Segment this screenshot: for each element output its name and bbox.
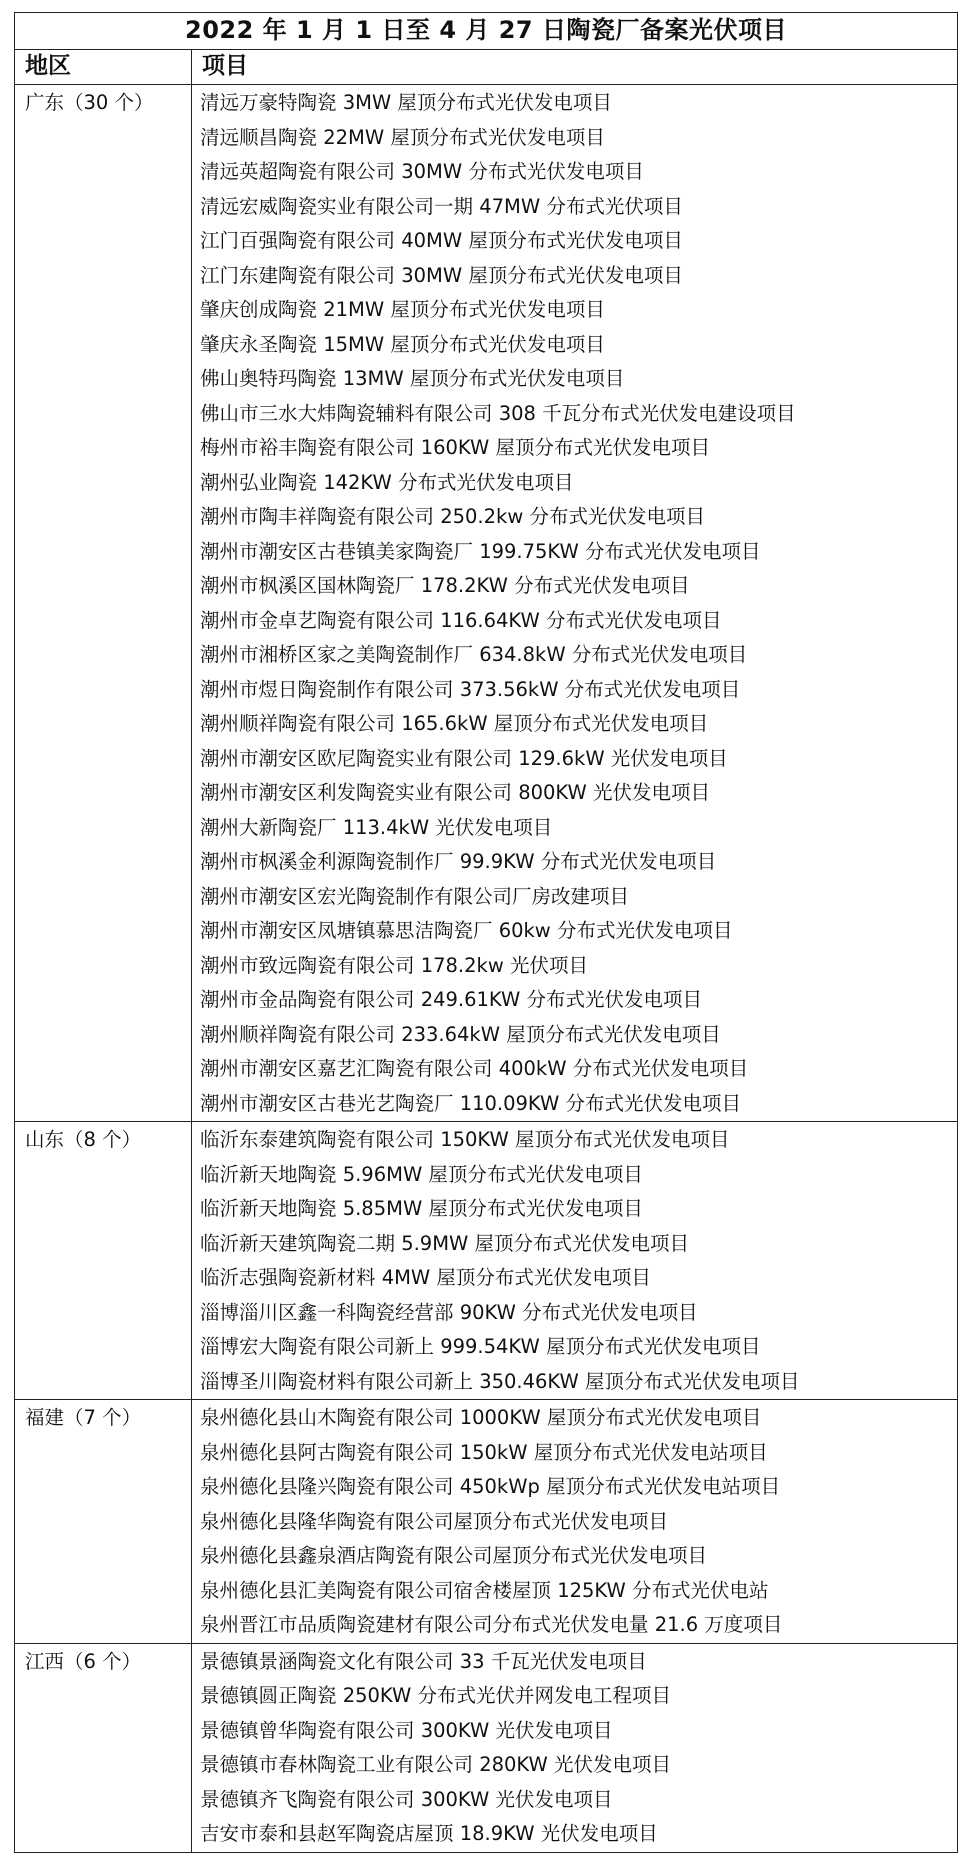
title-row	[15, 13, 958, 50]
region-cell	[15, 1400, 192, 1644]
project-item: 潮州顺祥陶瓷有限公司 233.64kW 屋顶分布式光伏发电项目	[200, 1022, 721, 1046]
project-item: 景德镇齐飞陶瓷有限公司 300KW 光伏发电项目	[200, 1787, 613, 1811]
project-item: 潮州市金卓艺陶瓷有限公司 116.64KW 分布式光伏发电项目	[200, 608, 722, 632]
project-item: 潮州市潮安区凤塘镇慕思洁陶瓷厂 60kw 分布式光伏发电项目	[200, 919, 733, 942]
project-item: 潮州顺祥陶瓷有限公司 165.6kW 屋顶分布式光伏发电项目	[200, 712, 709, 735]
region-cell	[15, 1643, 192, 1852]
region-cell	[15, 1122, 192, 1400]
project-item: 清远英超陶瓷有限公司 30MW 分布式光伏发电项目	[200, 160, 644, 183]
project-item: 景德镇市春林陶瓷工业有限公司 280KW 光伏发电项目	[200, 1753, 671, 1776]
project-item: 淄博宏大陶瓷有限公司新上 999.54KW 屋顶分布式光伏发电项目	[200, 1335, 761, 1358]
project-item: 潮州市潮安区欧尼陶瓷实业有限公司 129.6kW 光伏发电项目	[200, 746, 728, 770]
project-item: 清远顺昌陶瓷 22MW 屋顶分布式光伏发电项目	[200, 125, 605, 149]
project-item: 潮州市潮安区嘉艺汇陶瓷有限公司 400kW 分布式光伏发电项目	[200, 1057, 749, 1080]
project-item: 潮州市潮安区宏光陶瓷制作有限公司厂房改建项目	[200, 884, 630, 908]
project-item: 泉州德化县隆兴陶瓷有限公司 450kWp 屋顶分布式光伏发电站项目	[200, 1475, 781, 1498]
project-list	[192, 1400, 958, 1644]
project-item: 肇庆创成陶瓷 21MW 屋顶分布式光伏发电项目	[200, 298, 605, 321]
project-item: 临沂新天地陶瓷 5.85MW 屋顶分布式光伏发电项目	[200, 1197, 643, 1220]
project-item: 景德镇景涵陶瓷文化有限公司 33 千瓦光伏发电项目	[200, 1649, 647, 1673]
project-item: 潮州市致远陶瓷有限公司 178.2kw 光伏项目	[200, 953, 588, 977]
project-item: 清远万豪特陶瓷 3MW 屋顶分布式光伏发电项目	[200, 91, 612, 114]
table-body	[15, 85, 958, 1853]
project-item: 泉州德化县隆华陶瓷有限公司屋顶分布式光伏发电项目	[200, 1509, 669, 1533]
group-row-jiangxi	[15, 1643, 958, 1852]
group-row-fujian	[15, 1400, 958, 1644]
region-label: 山东（8 个）	[25, 1128, 142, 1151]
project-item: 潮州弘业陶瓷 142KW 分布式光伏发电项目	[200, 470, 574, 494]
project-item: 景德镇圆正陶瓷 250KW 分布式光伏并网发电工程项目	[200, 1684, 671, 1707]
project-item: 潮州市陶丰祥陶瓷有限公司 250.2kw 分布式光伏发电项目	[200, 505, 705, 528]
region-label: 江西（6 个）	[25, 1649, 142, 1673]
project-item: 潮州市湘桥区家之美陶瓷制作厂 634.8kW 分布式光伏发电项目	[200, 643, 748, 666]
group-row-guangdong	[15, 85, 958, 1122]
project-item: 临沂新天地陶瓷 5.96MW 屋顶分布式光伏发电项目	[200, 1162, 643, 1186]
region-cell	[15, 85, 192, 1122]
project-item: 临沂新天建筑陶瓷二期 5.9MW 屋顶分布式光伏发电项目	[200, 1231, 690, 1255]
project-item: 临沂志强陶瓷新材料 4MW 屋顶分布式光伏发电项目	[200, 1266, 651, 1289]
project-item: 潮州市煜日陶瓷制作有限公司 373.56kW 分布式光伏发电项目	[200, 677, 741, 701]
project-item: 潮州市金品陶瓷有限公司 249.61KW 分布式光伏发电项目	[200, 988, 703, 1011]
project-item: 潮州市枫溪金利源陶瓷制作厂 99.9KW 分布式光伏发电项目	[200, 850, 717, 873]
project-list	[192, 1122, 958, 1400]
project-item: 淄博圣川陶瓷材料有限公司新上 350.46KW 屋顶分布式光伏发电项目	[200, 1369, 800, 1393]
group-row-shandong	[15, 1122, 958, 1400]
project-item: 泉州晋江市品质陶瓷建材有限公司分布式光伏发电量 21.6 万度项目	[200, 1613, 783, 1636]
project-item: 潮州市潮安区古巷镇美家陶瓷厂 199.75KW 分布式光伏发电项目	[200, 539, 761, 563]
project-item: 清远宏威陶瓷实业有限公司一期 47MW 分布式光伏项目	[200, 194, 683, 218]
project-item: 淄博淄川区鑫一科陶瓷经营部 90KW 分布式光伏发电项目	[200, 1300, 698, 1324]
header-row	[15, 50, 958, 85]
project-item: 佛山市三水大炜陶瓷辅料有限公司 308 千瓦分布式光伏发电建设项目	[200, 401, 796, 425]
project-item: 江门东建陶瓷有限公司 30MW 屋顶分布式光伏发电项目	[200, 263, 683, 287]
project-item: 佛山奥特玛陶瓷 13MW 屋顶分布式光伏发电项目	[200, 367, 625, 390]
project-item: 泉州德化县鑫泉酒店陶瓷有限公司屋顶分布式光伏发电项目	[200, 1544, 708, 1567]
project-item: 潮州市潮安区利发陶瓷实业有限公司 800KW 光伏发电项目	[200, 781, 710, 804]
project-item: 泉州德化县阿古陶瓷有限公司 150kW 屋顶分布式光伏发电站项目	[200, 1440, 768, 1464]
region-label: 广东（30 个）	[25, 91, 154, 114]
project-item: 泉州德化县山木陶瓷有限公司 1000KW 屋顶分布式光伏发电项目	[200, 1406, 762, 1429]
project-item: 潮州市潮安区古巷光艺陶瓷厂 110.09KW 分布式光伏发电项目	[200, 1091, 742, 1115]
project-list	[192, 1643, 958, 1852]
project-item: 潮州大新陶瓷厂 113.4kW 光伏发电项目	[200, 815, 553, 839]
column-header-region: 地区	[15, 50, 192, 85]
project-item: 临沂东泰建筑陶瓷有限公司 150KW 屋顶分布式光伏发电项目	[200, 1128, 730, 1151]
project-item: 泉州德化县汇美陶瓷有限公司宿舍楼屋顶 125KW 分布式光伏电站	[200, 1578, 769, 1602]
table-title: 2022 年 1 月 1 日至 4 月 27 日陶瓷厂备案光伏项目	[15, 13, 958, 50]
region-label: 福建（7 个）	[25, 1406, 142, 1429]
column-header-project: 项目	[192, 50, 958, 85]
project-item: 吉安市泰和县赵军陶瓷店屋顶 18.9KW 光伏发电项目	[200, 1822, 658, 1845]
projects-table	[14, 12, 958, 1853]
project-item: 肇庆永圣陶瓷 15MW 屋顶分布式光伏发电项目	[200, 332, 605, 356]
project-list	[192, 85, 958, 1122]
project-item: 潮州市枫溪区国林陶瓷厂 178.2KW 分布式光伏发电项目	[200, 574, 690, 597]
project-item: 景德镇曾华陶瓷有限公司 300KW 光伏发电项目	[200, 1718, 613, 1742]
project-item: 梅州市裕丰陶瓷有限公司 160KW 屋顶分布式光伏发电项目	[200, 436, 710, 459]
project-item: 江门百强陶瓷有限公司 40MW 屋顶分布式光伏发电项目	[200, 229, 683, 252]
